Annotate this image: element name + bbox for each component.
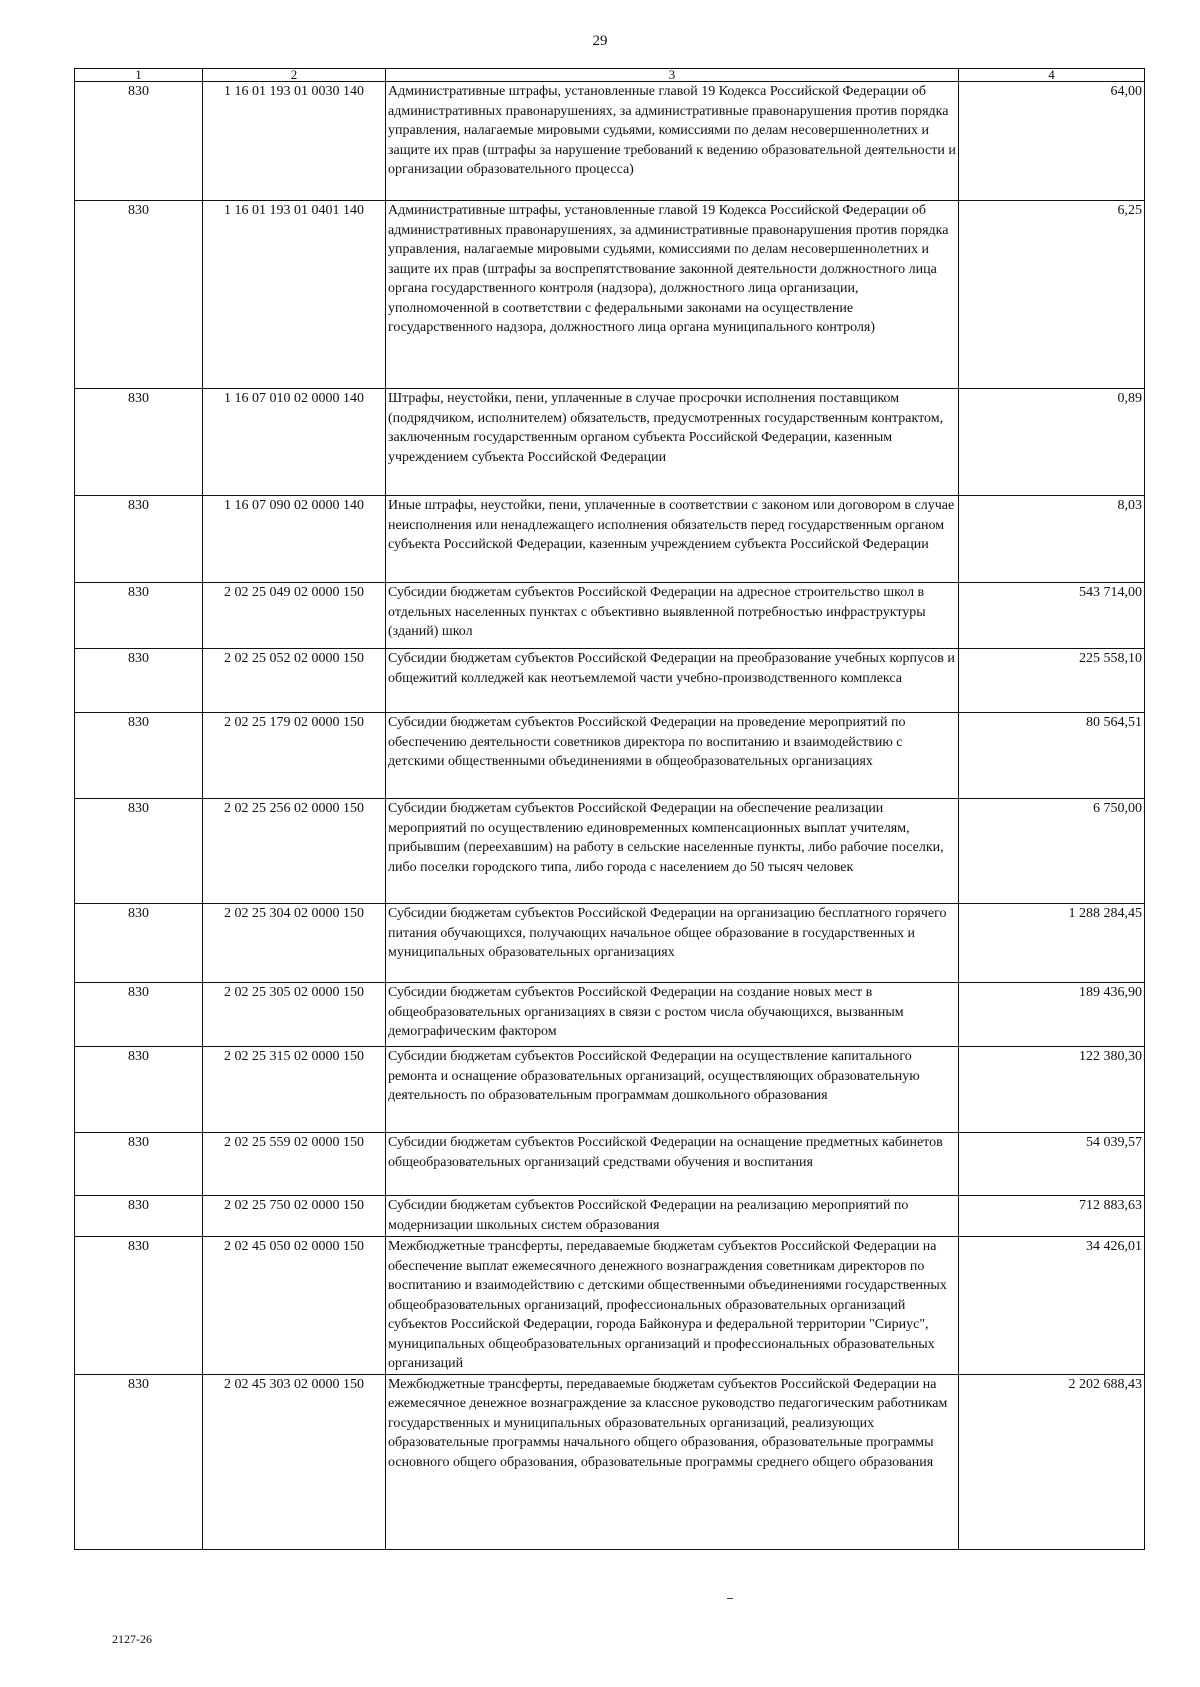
admin-code-cell: 830 (75, 904, 203, 983)
table-row (75, 649, 1145, 713)
amount-cell: 122 380,30 (959, 1047, 1145, 1133)
table-row (75, 583, 1145, 649)
income-name-cell: Штрафы, неустойки, пени, уплаченные в случае просрочки исполнения поставщиком (подрядчиком, исполнителем) обязательств, предусмотренных государственным контрактом, заключенным государственным органом субъекта Российской Федерации, казенным учреждением субъекта Российской Федерации (386, 389, 959, 496)
header-col-4: 4 (959, 69, 1145, 82)
amount-cell: 34 426,01 (959, 1237, 1145, 1375)
table-row (75, 1237, 1145, 1375)
admin-code-cell: 830 (75, 799, 203, 904)
header-col-3: 3 (386, 69, 959, 82)
income-name-cell: Субсидии бюджетам субъектов Российской Федерации на оснащение предметных кабинетов общеобразовательных организаций средствами обучения и воспитания (386, 1133, 959, 1196)
income-name-cell: Субсидии бюджетам субъектов Российской Федерации на создание новых мест в общеобразовательных организациях в связи с ростом числа обучающихся, вызванным демографическим фактором (386, 983, 959, 1047)
budget-code-cell: 2 02 25 315 02 0000 150 (203, 1047, 386, 1133)
table-row (75, 983, 1145, 1047)
income-name-cell: Административные штрафы, установленные главой 19 Кодекса Российской Федерации об административных правонарушениях, за административные правонарушения против порядка управления, налагаемые мировыми судьями, комиссиями по делам несовершеннолетних и защите их прав (штрафы за воспрепятствование законной деятельности должностного лица органа государственного контроля (надзора), должностного лица организации, уполномоченной в соответствии с федеральными законами на осуществление государственного надзора, должностного лица органа муниципального контроля) (386, 201, 959, 389)
amount-cell: 2 202 688,43 (959, 1374, 1145, 1549)
admin-code-cell: 830 (75, 496, 203, 583)
amount-cell: 8,03 (959, 496, 1145, 583)
income-name-cell: Межбюджетные трансферты, передаваемые бюджетам субъектов Российской Федерации на обеспечение выплат ежемесячного денежного вознаграждения советникам директоров по воспитанию и взаимодействию с детскими общественными объединениями государственных общеобразовательных организаций, профессиональных образовательных организаций субъектов Российской Федерации, города Байконура и федеральной территории "Сириус", муниципальных общеобразовательных организаций и профессиональных образовательных организаций (386, 1237, 959, 1375)
admin-code-cell: 830 (75, 1196, 203, 1237)
admin-code-cell: 830 (75, 1047, 203, 1133)
budget-code-cell: 2 02 25 750 02 0000 150 (203, 1196, 386, 1237)
budget-code-cell: 2 02 45 050 02 0000 150 (203, 1237, 386, 1375)
admin-code-cell: 830 (75, 649, 203, 713)
amount-cell: 1 288 284,45 (959, 904, 1145, 983)
income-name-cell: Субсидии бюджетам субъектов Российской Федерации на преобразование учебных корпусов и общежитий колледжей как неотъемлемой части учебно-производственного комплекса (386, 649, 959, 713)
budget-code-cell: 2 02 25 049 02 0000 150 (203, 583, 386, 649)
admin-code-cell: 830 (75, 389, 203, 496)
amount-cell: 6,25 (959, 201, 1145, 389)
table-row (75, 799, 1145, 904)
admin-code-cell: 830 (75, 1133, 203, 1196)
table-row (75, 1133, 1145, 1196)
income-name-cell: Субсидии бюджетам субъектов Российской Федерации на реализацию мероприятий по модернизации школьных систем образования (386, 1196, 959, 1237)
income-name-cell: Административные штрафы, установленные главой 19 Кодекса Российской Федерации об административных правонарушениях, за административные правонарушения против порядка управления, налагаемые мировыми судьями, комиссиями по делам несовершеннолетних и защите их прав (штрафы за нарушение требований к ведению образовательной деятельности и организации образовательного процесса) (386, 82, 959, 201)
table-row (75, 82, 1145, 201)
income-name-cell: Иные штрафы, неустойки, пени, уплаченные в соответствии с законом или договором в случае неисполнения или ненадлежащего исполнения обязательств перед государственным органом субъекта Российской Федерации, казенным учреждением субъекта Российской Федерации (386, 496, 959, 583)
table-row (75, 496, 1145, 583)
income-name-cell: Субсидии бюджетам субъектов Российской Федерации на осуществление капитального ремонта и оснащение образовательных организаций, осуществляющих образовательную деятельность по образовательным программам дошкольного образования (386, 1047, 959, 1133)
budget-code-cell: 2 02 25 304 02 0000 150 (203, 904, 386, 983)
budget-code-cell: 1 16 01 193 01 0401 140 (203, 201, 386, 389)
header-col-1: 1 (75, 69, 203, 82)
header-row (75, 69, 1145, 82)
budget-code-cell: 2 02 45 303 02 0000 150 (203, 1374, 386, 1549)
budget-code-cell: 1 16 07 010 02 0000 140 (203, 389, 386, 496)
budget-code-cell: 2 02 25 256 02 0000 150 (203, 799, 386, 904)
budget-code-cell: 2 02 25 305 02 0000 150 (203, 983, 386, 1047)
amount-cell: 0,89 (959, 389, 1145, 496)
budget-code-cell: 1 16 01 193 01 0030 140 (203, 82, 386, 201)
document-id: 2127-26 (112, 1632, 152, 1646)
table-row (75, 713, 1145, 799)
amount-cell: 225 558,10 (959, 649, 1145, 713)
admin-code-cell: 830 (75, 1237, 203, 1375)
budget-code-cell: 2 02 25 179 02 0000 150 (203, 713, 386, 799)
table-row (75, 904, 1145, 983)
amount-cell: 712 883,63 (959, 1196, 1145, 1237)
admin-code-cell: 830 (75, 983, 203, 1047)
page-number: 29 (592, 33, 608, 49)
income-name-cell: Субсидии бюджетам субъектов Российской Федерации на организацию бесплатного горячего питания обучающихся, получающих начальное общее образование в государственных и муниципальных образовательных организациях (386, 904, 959, 983)
income-name-cell: Субсидии бюджетам субъектов Российской Федерации на обеспечение реализации мероприятий по осуществлению единовременных компенсационных выплат учителям, прибывшим (переехавшим) на работу в сельские населенные пункты, либо рабочие поселки, либо поселки городского типа, либо города с населением до 50 тысяч человек (386, 799, 959, 904)
scan-mark (727, 1598, 733, 1599)
income-name-cell: Субсидии бюджетам субъектов Российской Федерации на адресное строительство школ в отдельных населенных пунктах с объективно выявленной потребностью инфраструктуры (зданий) школ (386, 583, 959, 649)
amount-cell: 189 436,90 (959, 983, 1145, 1047)
table-row (75, 201, 1145, 389)
table-row (75, 1047, 1145, 1133)
admin-code-cell: 830 (75, 201, 203, 389)
budget-code-cell: 1 16 07 090 02 0000 140 (203, 496, 386, 583)
budget-code-cell: 2 02 25 052 02 0000 150 (203, 649, 386, 713)
amount-cell: 64,00 (959, 82, 1145, 201)
admin-code-cell: 830 (75, 1374, 203, 1549)
income-name-cell: Субсидии бюджетам субъектов Российской Федерации на проведение мероприятий по обеспечению деятельности советников директора по воспитанию и взаимодействию с детскими общественными объединениями в общеобразовательных организациях (386, 713, 959, 799)
admin-code-cell: 830 (75, 82, 203, 201)
table-row (75, 389, 1145, 496)
income-name-cell: Межбюджетные трансферты, передаваемые бюджетам субъектов Российской Федерации на ежемесячное денежное вознаграждение за классное руководство педагогическим работникам государственных и муниципальных образовательных организаций, реализующих образовательные программы начального общего образования, образовательные программы основного общего образования, образовательные программы среднего общего образования (386, 1374, 959, 1549)
admin-code-cell: 830 (75, 583, 203, 649)
table-row (75, 1196, 1145, 1237)
table-row (75, 1374, 1145, 1549)
amount-cell: 543 714,00 (959, 583, 1145, 649)
amount-cell: 6 750,00 (959, 799, 1145, 904)
budget-code-cell: 2 02 25 559 02 0000 150 (203, 1133, 386, 1196)
admin-code-cell: 830 (75, 713, 203, 799)
amount-cell: 80 564,51 (959, 713, 1145, 799)
header-col-2: 2 (203, 69, 386, 82)
budget-table (74, 68, 1145, 1550)
amount-cell: 54 039,57 (959, 1133, 1145, 1196)
